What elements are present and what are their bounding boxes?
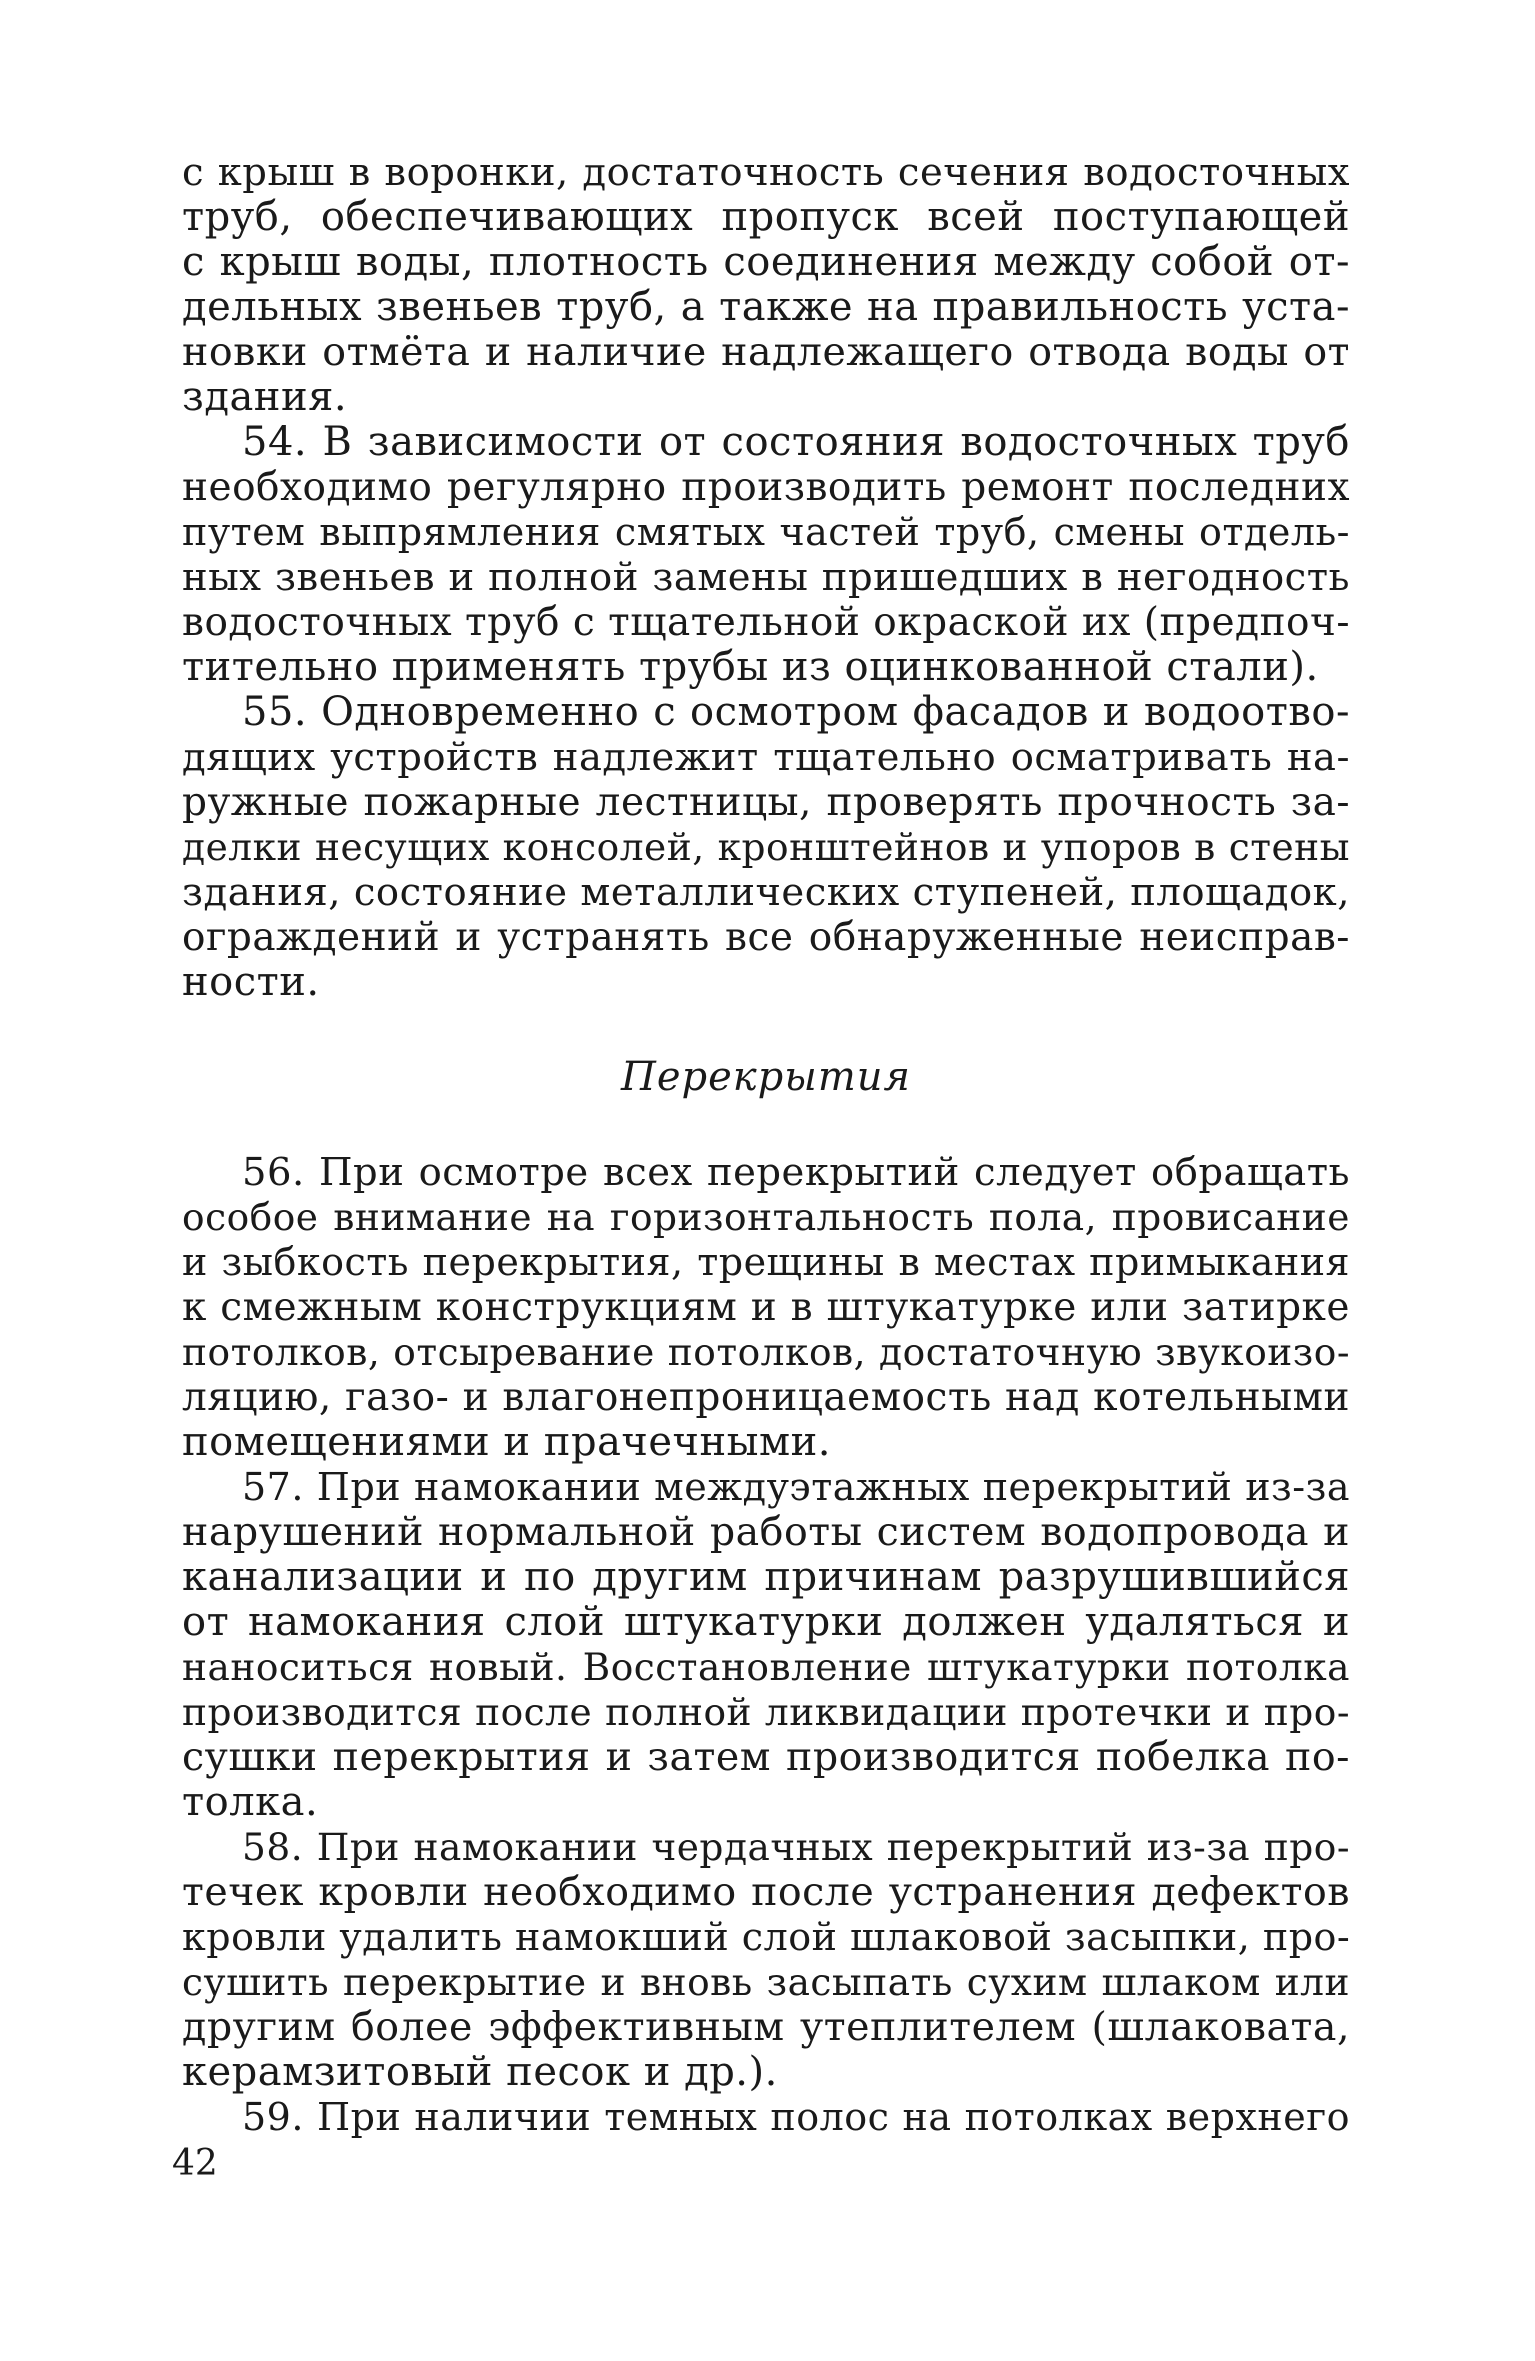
text-line: тительно применять трубы из оцинкованной стали). — [182, 644, 1319, 690]
text-line: необходимо регулярно производить ремонт последних — [182, 465, 1350, 510]
text-line: здания, состояние металлических ступеней, площадок, — [182, 870, 1350, 915]
text-line: к смежным конструкциям и в штукатурке или затирке — [182, 1285, 1350, 1330]
page-number: 42 — [172, 2143, 218, 2184]
text-line: 59. При наличии темных полос на потолках верхнего — [242, 2095, 1350, 2139]
text-line: сушки перекрытия и затем производится побелка по- — [182, 1734, 1350, 1780]
text-line: наноситься новый. Восстановление штукатурки потолка — [182, 1645, 1350, 1689]
text-line: ограждений и устранять все обнаруженные неисправ- — [182, 915, 1350, 960]
paragraph-55 — [182, 690, 1350, 1005]
paragraph-59 — [182, 2095, 1350, 2140]
text-line: водосточных труб с тщательной окраской их (предпоч- — [182, 600, 1351, 645]
text-line: от намокания слой штукатурки должен удаляться и — [182, 1599, 1350, 1645]
section-heading: Перекрытия — [620, 1054, 912, 1100]
text-line: и зыбкость перекрытия, трещины в местах примыкания — [182, 1240, 1350, 1284]
text-line: 58. При намокании чердачных перекрытий из-за про- — [242, 1825, 1350, 1869]
text-line: течек кровли необходимо после устранения дефектов — [182, 1869, 1350, 1915]
text-line: ружные пожарные лестницы, проверять прочность за- — [182, 780, 1350, 825]
text-line: потолков, отсыревание потолков, достаточную звукоизо- — [182, 1330, 1350, 1374]
text-line: другим более эффективным утеплителем (шлаковата, — [182, 2004, 1350, 2050]
text-line: 57. При намокании междуэтажных перекрытий из-за — [242, 1465, 1350, 1509]
text-line: новки отмёта и наличие надлежащего отвода воды от — [182, 329, 1350, 375]
text-line: ных звеньев и полной замены пришедших в негодность — [182, 555, 1350, 600]
text-line: с крыш воды, плотность соединения между собой от- — [182, 239, 1350, 285]
text-line: производится после полной ликвидации протечки и про- — [182, 1690, 1350, 1734]
text-line: 55. Одновременно с осмотром фасадов и водоотво- — [242, 689, 1350, 735]
text-line: делки несущих консолей, кронштейнов и упоров в стены — [182, 825, 1350, 869]
text-line: нарушений нормальной работы систем водопровода и — [182, 1509, 1350, 1555]
text-line: толка. — [182, 1779, 319, 1825]
text-line: кровли удалить намокший слой шлаковой засыпки, про- — [182, 1915, 1351, 1959]
text-line: дящих устройств надлежит тщательно осматривать на- — [182, 735, 1350, 780]
text-line: 56. При осмотре всех перекрытий следует обращать — [242, 1150, 1350, 1195]
text-line: дельных звеньев труб, а также на правильность уста- — [182, 284, 1350, 330]
paragraph-54 — [182, 420, 1350, 690]
paragraph-57 — [182, 1465, 1350, 1825]
text-line: канализации и по другим причинам разрушившийся — [182, 1554, 1350, 1600]
text-line: сушить перекрытие и вновь засыпать сухим шлаком или — [182, 1960, 1350, 2004]
page-body — [182, 150, 1350, 2140]
text-line: путем выпрямления смятых частей труб, смены отдель- — [182, 510, 1350, 554]
text-line: помещениями и прачечными. — [182, 1419, 831, 1465]
paragraph-58 — [182, 1825, 1350, 2095]
paragraph-56 — [182, 1150, 1350, 1465]
text-line: ности. — [182, 959, 320, 1005]
text-line: с крыш в воронки, достаточность сечения водосточных — [182, 150, 1350, 195]
text-line: труб, обеспечивающих пропуск всей поступающей — [182, 194, 1350, 240]
text-line: особое внимание на горизонтальность пола, провисание — [182, 1195, 1350, 1239]
text-line: ляцию, газо- и влагонепроницаемость над котельными — [182, 1375, 1350, 1420]
text-line: 54. В зависимости от состояния водосточных труб — [242, 419, 1350, 465]
text-line: керамзитовый песок и др.). — [182, 2049, 778, 2095]
text-line: здания. — [182, 374, 348, 420]
paragraph-continuation — [182, 150, 1350, 420]
